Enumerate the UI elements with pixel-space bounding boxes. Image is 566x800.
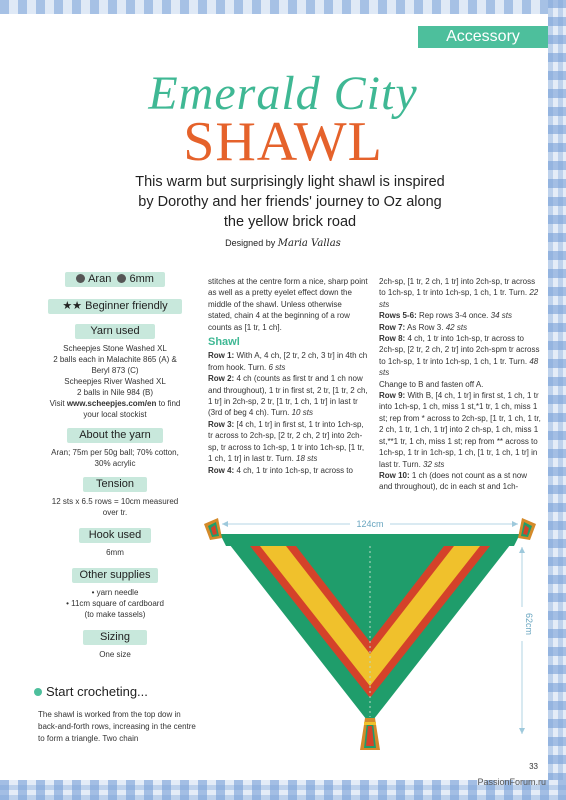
row-label: Row 4: bbox=[208, 465, 235, 475]
visit-suffix: to find bbox=[158, 399, 181, 408]
row-label: Row 9: bbox=[379, 391, 406, 401]
pattern-row bbox=[379, 310, 541, 321]
pattern-row bbox=[208, 465, 368, 476]
stitch-count: 22 sts bbox=[379, 288, 539, 309]
row-text: 4 ch, 1 tr into 1ch-sp, tr across to 2ch-sp, [2 tr, 2 ch, 2 tr] into 2ch-spm tr across to 1ch-sp, 1 tr into 1ch-sp, 1 ch, 1 tr. Turn. bbox=[379, 334, 540, 366]
stitch-count: 10 sts bbox=[291, 408, 313, 418]
stitch-count: 32 sts bbox=[423, 459, 445, 469]
tension-heading: Tension bbox=[83, 477, 147, 492]
watermark: PassionForum.ru bbox=[477, 777, 546, 787]
stockist-link[interactable]: www.scheepjes.com/en bbox=[66, 399, 157, 408]
yarn-weight: Aran bbox=[88, 273, 112, 285]
sizing-value: One size bbox=[99, 650, 131, 659]
yarn-line: 2 balls in Nile 984 (B) bbox=[76, 388, 154, 397]
pattern-row bbox=[379, 322, 541, 333]
row-text: 4 ch (counts as first tr and 1 ch now and throughout), 1 tr in first st, 2 tr, [1 tr, 2 ch, 1 tr] in 2ch-sp, 2 tr, [1 tr, 1 ch, 1 tr] in last tr (3rd of beg 4 ch). Turn. bbox=[208, 374, 368, 418]
row-list bbox=[208, 350, 368, 475]
hook-icon bbox=[117, 274, 126, 283]
supply-item: • yarn needle bbox=[91, 588, 139, 597]
yarn-line: Beryl 873 (C) bbox=[91, 366, 139, 375]
supply-item: • 11cm square of cardboard bbox=[66, 599, 164, 608]
about-yarn-heading: About the yarn bbox=[67, 428, 163, 443]
difficulty-pill bbox=[48, 299, 182, 314]
shawl-diagram bbox=[200, 512, 540, 752]
row-text: Change to B and fasten off A. bbox=[379, 379, 484, 389]
byline-prefix: Designed by bbox=[225, 238, 276, 248]
row-text: With A, 4 ch, [2 tr, 2 ch, 3 tr] in 4th ch from hook. Turn. bbox=[208, 351, 368, 372]
row-text: 2ch-sp, [1 tr, 2 ch, 1 tr] into 2ch-sp, tr across to 1ch-sp, 1 tr into 1ch-sp, 1 ch, 1 tr. Turn. bbox=[379, 277, 536, 298]
tension-box bbox=[34, 496, 196, 518]
yarn-line: Scheepjes Stone Washed XL bbox=[63, 344, 167, 353]
other-supplies-box bbox=[34, 587, 196, 620]
row-text: Rep rows 3-4 once. bbox=[419, 311, 489, 321]
arrow-left-icon bbox=[222, 521, 228, 527]
arrow-down-icon bbox=[519, 728, 525, 734]
page-number: 33 bbox=[529, 762, 538, 771]
pattern-sidebar bbox=[34, 272, 196, 660]
row-text: 4 ch, 1 tr into 1ch-sp, tr across to bbox=[236, 465, 353, 475]
arrow-right-icon bbox=[512, 521, 518, 527]
about-yarn-box bbox=[34, 447, 196, 469]
about-yarn-line: 30% acrylic bbox=[94, 459, 136, 468]
pattern-row bbox=[208, 419, 368, 465]
pattern-row bbox=[208, 373, 368, 419]
byline bbox=[0, 238, 566, 249]
instructions-column-2 bbox=[208, 276, 368, 476]
title-script: Emerald City bbox=[148, 67, 418, 120]
hook-used-value: 6mm bbox=[106, 548, 124, 557]
yarn-ball-icon bbox=[76, 274, 85, 283]
row-label: Row 2: bbox=[208, 374, 235, 384]
pattern-row bbox=[379, 276, 541, 310]
start-crocheting-heading bbox=[34, 684, 148, 699]
tassel-bottom-icon bbox=[360, 718, 380, 750]
row-label: Row 10: bbox=[379, 470, 410, 480]
section-heading-shawl: Shawl bbox=[208, 336, 240, 349]
width-label: 124cm bbox=[356, 519, 384, 529]
row-label: Row 1: bbox=[208, 351, 235, 361]
yarn-used-heading: Yarn used bbox=[75, 324, 155, 339]
yarn-used-box bbox=[34, 343, 196, 420]
stitch-count: 6 sts bbox=[268, 362, 286, 372]
tassel-right-icon bbox=[518, 518, 536, 540]
page-title: SHAWL bbox=[183, 111, 383, 173]
shawl-top-edge bbox=[220, 534, 520, 546]
yarn-line: 2 balls each in Malachite 865 (A) & bbox=[53, 355, 177, 364]
designer-name: Maria Vallas bbox=[277, 238, 341, 249]
other-supplies-heading: Other supplies bbox=[72, 568, 158, 583]
row-label: Row 7: bbox=[379, 322, 406, 332]
bullet-dot-icon bbox=[34, 688, 42, 696]
hook-used-heading: Hook used bbox=[79, 528, 151, 543]
pattern-row bbox=[379, 390, 541, 470]
difficulty-stars-icon: ★★ bbox=[62, 300, 83, 312]
hook-size: 6mm bbox=[129, 273, 154, 285]
pattern-row bbox=[379, 379, 541, 390]
start-heading-text: Start crocheting... bbox=[46, 684, 148, 699]
start-crocheting-body: The shawl is worked from the top dow in back-and-forth rows, increasing in the centre to form a triangle. Two chain bbox=[38, 710, 196, 743]
standfirst: This warm but surprisingly light shawl is inspired by Dorothy and her friends' journey to Oz along the yellow brick road bbox=[135, 174, 445, 230]
yarn-line: your local stockist bbox=[83, 410, 147, 419]
gingham-border-top bbox=[0, 0, 566, 14]
about-yarn-line: Aran; 75m per 50g ball; 70% cotton, bbox=[51, 448, 179, 457]
row-text: As Row 3. bbox=[407, 322, 444, 332]
depth-label: 62cm bbox=[524, 612, 534, 636]
tension-line: 12 sts x 6.5 rows = 10cm measured bbox=[51, 497, 179, 506]
yarn-line: Scheepjes River Washed XL bbox=[64, 377, 166, 386]
row-label: Row 3: bbox=[208, 419, 235, 429]
stitch-count: 42 sts bbox=[445, 322, 468, 332]
stockist-line bbox=[34, 398, 196, 409]
row-text: 1 ch (does not count as a st now and throughout), dc in each st and 1ch- bbox=[379, 470, 528, 492]
row-text: [4 ch, 1 tr] in first st, 1 tr into 1ch-sp, tr across to 2ch-sp, [2 tr, 2 ch, 2 tr] into 2ch-sp, tr across to 1ch-sp, 1 tr into 1ch-sp, [1 tr, 1 ch, 1 tr] in last tr. Turn. bbox=[208, 419, 365, 464]
row-label: Rows 5-6: bbox=[379, 311, 417, 321]
row-label: Row 8: bbox=[379, 334, 406, 344]
supply-item: (to make tassels) bbox=[84, 610, 146, 619]
row-list bbox=[379, 276, 541, 493]
tension-line: over tr. bbox=[102, 508, 128, 517]
difficulty-label: Beginner friendly bbox=[85, 300, 168, 312]
section-tab: Accessory bbox=[418, 26, 548, 48]
pattern-row bbox=[379, 333, 541, 379]
yarn-weight-pill bbox=[65, 272, 165, 287]
arrow-up-icon bbox=[519, 547, 525, 553]
pattern-row bbox=[379, 470, 541, 493]
stitch-count: 48 sts bbox=[379, 356, 539, 378]
stitch-count: 18 sts bbox=[296, 454, 318, 464]
pattern-row bbox=[208, 350, 368, 373]
visit-prefix: Visit bbox=[49, 399, 65, 408]
sizing-heading: Sizing bbox=[83, 630, 147, 645]
intro-paragraph: stitches at the centre form a nice, sharp point as well as a pretty eyelet effect down the middle of the shawl. Unless otherwise stated, chain 4 at the beginning of a row counts as [1 tr, 1 ch]. bbox=[208, 277, 368, 332]
row-text: With B, [4 ch, 1 tr] in first st, 1 ch, 1 tr into 1ch-sp, 1 ch, miss 1 st,*1 tr, 1 ch, miss 1 st; rep from * across to 2ch-sp, [1 tr, 1 ch, 1 tr, 2 ch, 1 tr, 1 ch, 1 tr] into 2 ch-sp, 1 ch, miss 1 st,**1 tr, 1 ch, miss 1 st; rep from ** across to 1ch-sp, 1 tr in 1ch-sp, 1 ch, [1 tr, 1 ch, 1 tr] in last tr. Turn. bbox=[379, 391, 541, 469]
stitch-count: 34 sts bbox=[490, 311, 512, 321]
tassel-left-icon bbox=[204, 518, 222, 540]
instructions-column-3 bbox=[379, 276, 541, 493]
